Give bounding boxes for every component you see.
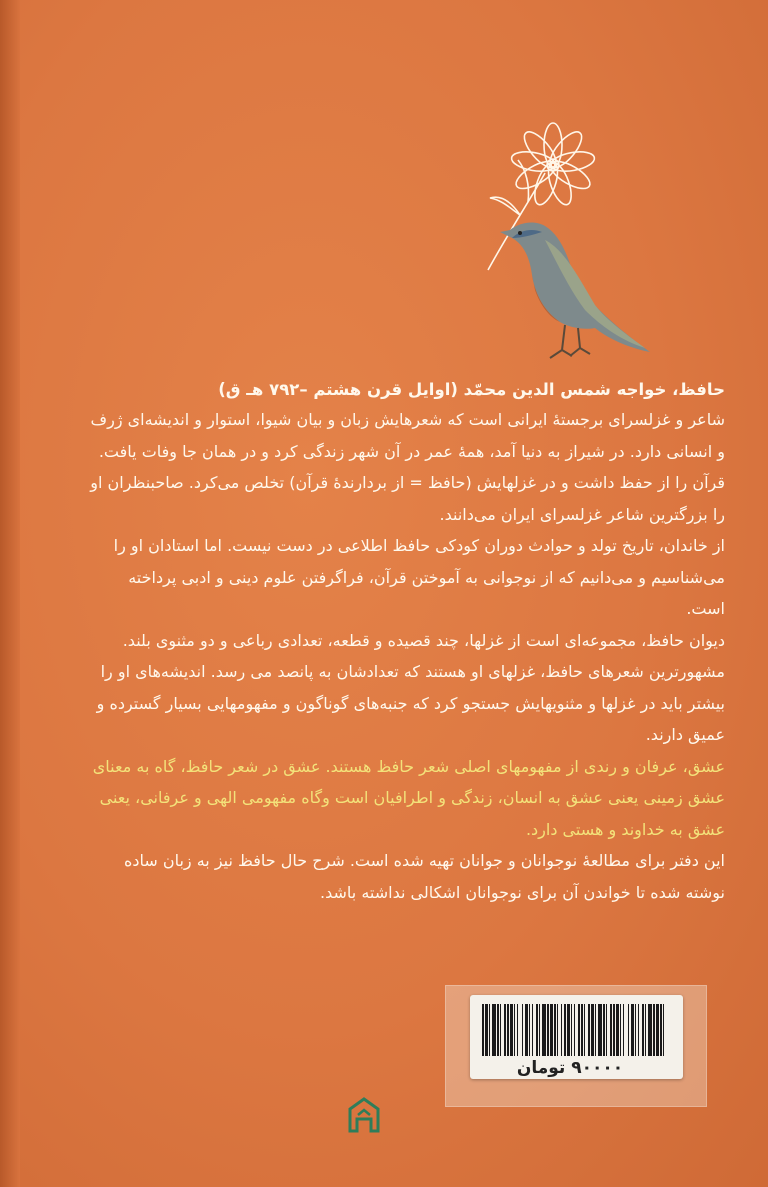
barcode-bar (642, 1004, 644, 1056)
barcode-bar (489, 1004, 490, 1056)
barcode-bar (598, 1004, 602, 1056)
author-heading: حافظ، خواجه شمس الدین محمّد (اوایل قرن هشتم –۷۹۲ هـ ق) (218, 380, 725, 399)
flower-bird-illustration (450, 90, 660, 370)
barcode-bar (663, 1004, 664, 1056)
paragraph-intro: شاعر و غزلسرای برجستهٔ ایرانی است که شعرهایش زبان و بیان شیوا، استوار و اندیشه‌ای ژرف و انسانی دارد. در شیراز به دنیا آمد، همهٔ عمر در آن شهر زندگی کرد و در همان جا وفات یافت. قرآن را از حفظ داشت و در غزلهایش (حافظ = از بردارندهٔ قرآن) تخلص می‌کرد. صاحبنظران او را بزرگترین شاعر غزلسرای ایران می‌دانند. (90, 410, 725, 524)
barcode-bar (613, 1004, 615, 1056)
barcode-bar (578, 1004, 580, 1056)
barcode-bar (603, 1004, 605, 1056)
barcode-bar (507, 1004, 509, 1056)
barcode-bar (571, 1004, 572, 1056)
barcode-bar (547, 1004, 549, 1056)
barcode-bar (532, 1004, 533, 1056)
barcode-bar (492, 1004, 496, 1056)
barcode-bar (567, 1004, 570, 1056)
barcode-bar (635, 1004, 636, 1056)
barcode-bar (525, 1004, 528, 1056)
barcode-bar (588, 1004, 590, 1056)
barcode-bar (554, 1004, 556, 1056)
paragraph-closing: این دفتر برای مطالعهٔ نوجوانان و جوانان تهیه شده است. شرح حال حافظ نیز به زبان ساده نوشته شده تا خواندن آن برای نوجوانان اشکالی نداشته باشد. (123, 851, 725, 902)
barcode-bar (581, 1004, 583, 1056)
barcode-bar (500, 1004, 501, 1056)
barcode-bar (529, 1004, 530, 1056)
price-label: ۹۰۰۰۰ تومان (516, 1058, 624, 1078)
barcode-bar (517, 1004, 518, 1056)
barcode-bar (522, 1004, 523, 1056)
barcode-bar (550, 1004, 553, 1056)
publisher-logo-icon (347, 1097, 381, 1135)
barcode-bar (561, 1004, 562, 1056)
barcode-bar (584, 1004, 585, 1056)
barcode-bar (591, 1004, 594, 1056)
barcode-bar (542, 1004, 546, 1056)
barcode-bar (623, 1004, 624, 1056)
paragraph-biography: از خاندان، تاریخ تولد و حوادث دوران کودکی حافظ اطلاعی در دست نیست. اما استادان او را می‌شناسیم و می‌دانیم که از نوجوانی به آموختن قرآن، فراگرفتن علوم دینی و ادبی پرداخته است. (113, 536, 725, 618)
barcode-bar (628, 1004, 629, 1056)
paragraph-highlight: عشق، عرفان و رندی از مفهومهای اصلی شعر حافظ هستند. عشق در شعر حافظ، گاه به معنای عشق زمینی یعنی عشق به انسان، زندگی و اطرافیان است وگاه مفهومی الهی و عرفانی، یعنی عشق به خداوند و هستی دارد. (92, 756, 725, 839)
barcode-bar (606, 1004, 607, 1056)
barcode-bar (539, 1004, 540, 1056)
barcode-bar (631, 1004, 634, 1056)
barcode-bar (660, 1004, 662, 1056)
spine-edge (0, 0, 20, 1187)
paragraph-divan: دیوان حافظ، مجموعه‌ای است از غزلها، چند قصیده و قطعه، تعدادی رباعی و دو مثنوی بلند. مشهورترین شعرهای حافظ، غزلهای او هستند که تعدادشان به پانصد می رسد. اندیشه‌های او را بیشتر باید در غزلها و مثنویهایش جستجو کرد که جنبه‌های گوناگون و مفهومهایی بسیار گسترده و عمیق دارند. (96, 630, 725, 744)
barcode-bar (653, 1004, 655, 1056)
barcode-bar (514, 1004, 515, 1056)
barcode (480, 1004, 670, 1056)
barcode-bar (485, 1004, 488, 1056)
barcode-bar (616, 1004, 619, 1056)
barcode-bar (638, 1004, 639, 1056)
barcode-bar (482, 1004, 484, 1056)
barcode-bar (510, 1004, 513, 1056)
barcode-bar (574, 1004, 575, 1056)
barcode-bar (557, 1004, 558, 1056)
barcode-bar (656, 1004, 659, 1056)
barcode-bar (564, 1004, 566, 1056)
barcode-bar (504, 1004, 506, 1056)
description-body (90, 404, 725, 908)
barcode-bar (620, 1004, 621, 1056)
barcode-bar (610, 1004, 612, 1056)
barcode-bar (595, 1004, 596, 1056)
barcode-bar (648, 1004, 652, 1056)
barcode-bar (645, 1004, 646, 1056)
barcode-bar (536, 1004, 538, 1056)
barcode-bar (497, 1004, 499, 1056)
